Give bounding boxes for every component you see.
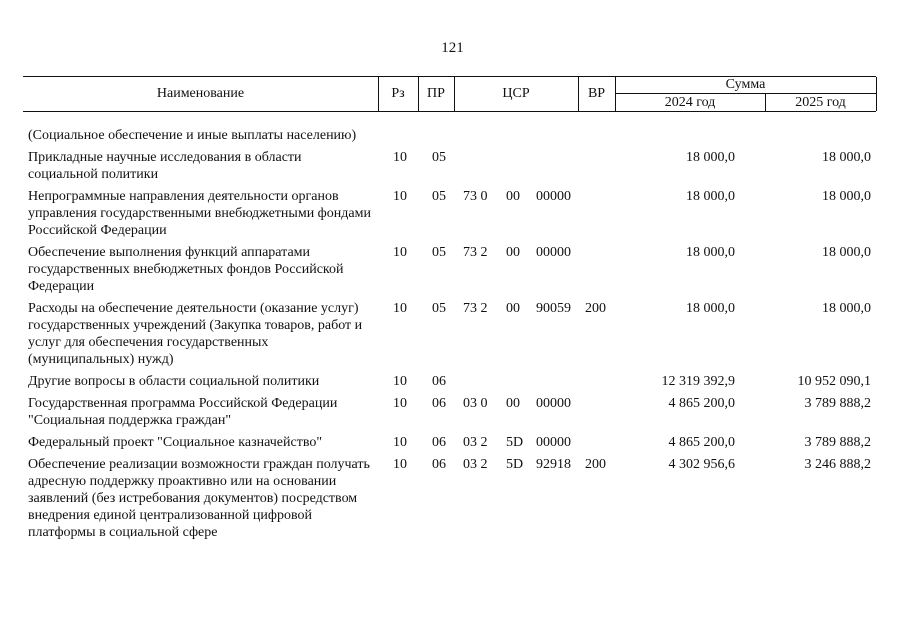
row-sum-2025: 18 000,0 xyxy=(822,245,871,260)
row-csr-subprogram: 5D xyxy=(506,435,524,450)
row-vr: 200 xyxy=(585,301,606,316)
row-pr: 06 xyxy=(432,457,446,472)
row-sum-2024: 12 319 392,9 xyxy=(661,374,735,389)
table-row xyxy=(0,244,905,295)
header-pr: ПР xyxy=(427,86,445,101)
row-sum-2025: 18 000,0 xyxy=(822,150,871,165)
row-sum-2024: 18 000,0 xyxy=(686,189,735,204)
row-rz: 10 xyxy=(393,189,407,204)
row-csr-subprogram: 00 xyxy=(506,189,520,204)
row-rz: 10 xyxy=(393,457,407,472)
row-csr-program: 03 0 xyxy=(463,396,488,411)
row-name: Прикладные научные исследования в области социальной политики xyxy=(28,150,302,182)
row-pr: 05 xyxy=(432,189,446,204)
header-name: Наименование xyxy=(156,86,245,101)
header-year-2024: 2024 год xyxy=(664,94,716,110)
row-pr: 05 xyxy=(432,150,446,165)
row-csr-subprogram: 00 xyxy=(506,301,520,316)
row-pr: 06 xyxy=(432,374,446,389)
row-csr-direction: 90059 xyxy=(536,301,571,316)
row-sum-2025: 18 000,0 xyxy=(822,189,871,204)
row-rz: 10 xyxy=(393,150,407,165)
table-row xyxy=(0,373,905,390)
row-csr-program: 73 2 xyxy=(463,245,488,260)
row-csr-direction: 00000 xyxy=(536,245,571,260)
row-sum-2025: 3 789 888,2 xyxy=(804,396,871,411)
row-csr-program: 73 0 xyxy=(463,189,488,204)
row-rz: 10 xyxy=(393,374,407,389)
row-rz: 10 xyxy=(393,245,407,260)
row-rz: 10 xyxy=(393,435,407,450)
row-csr-direction: 00000 xyxy=(536,396,571,411)
row-csr-subprogram: 00 xyxy=(506,396,520,411)
row-pr: 05 xyxy=(432,301,446,316)
header-year-2025: 2025 год xyxy=(795,94,846,110)
row-name: Непрограммные направления деятельности органов управления государственными внебюджетными фондами Российской Федерации xyxy=(28,189,371,238)
row-pr: 06 xyxy=(432,396,446,411)
row-csr-direction: 92918 xyxy=(536,457,571,472)
row-vr: 200 xyxy=(585,457,606,472)
row-name: Другие вопросы в области социальной политики xyxy=(28,374,320,389)
row-rz: 10 xyxy=(393,396,407,411)
row-name: Государственная программа Российской Федерации "Социальная поддержка граждан" xyxy=(28,396,338,428)
table-row xyxy=(0,149,905,183)
row-sum-2024: 18 000,0 xyxy=(686,245,735,260)
row-csr-direction: 00000 xyxy=(536,189,571,204)
row-name: Обеспечение выполнения функций аппаратами государственных внебюджетных фондов Российской Федерации xyxy=(28,245,344,294)
row-csr-program: 73 2 xyxy=(463,301,488,316)
header-rz: Рз xyxy=(391,86,405,101)
row-sum-2025: 3 246 888,2 xyxy=(804,457,871,472)
table-row xyxy=(0,127,905,144)
row-csr-subprogram: 00 xyxy=(506,245,520,260)
row-name: (Социальное обеспечение и иные выплаты населению) xyxy=(28,128,357,143)
page-number: 121 xyxy=(441,40,464,56)
table-row xyxy=(0,434,905,451)
row-csr-program: 03 2 xyxy=(463,457,488,472)
row-sum-2024: 4 302 956,6 xyxy=(668,457,735,472)
row-pr: 06 xyxy=(432,435,446,450)
row-rz: 10 xyxy=(393,301,407,316)
row-sum-2025: 18 000,0 xyxy=(822,301,871,316)
header-csr: ЦСР xyxy=(502,86,530,101)
row-sum-2024: 18 000,0 xyxy=(686,301,735,316)
row-csr-direction: 00000 xyxy=(536,435,571,450)
table-body xyxy=(0,127,905,546)
row-sum-2025: 10 952 090,1 xyxy=(797,374,871,389)
row-name: Обеспечение реализации возможности граждан получать адресную поддержку проактивно или на основании заявлений (без истребования документов) посредством внедрения единой централизованной цифровой платформы в социальной сфере xyxy=(28,457,370,540)
table-row xyxy=(0,456,905,541)
row-csr-program: 03 2 xyxy=(463,435,488,450)
table-row xyxy=(0,395,905,429)
row-csr-subprogram: 5D xyxy=(506,457,524,472)
row-sum-2024: 4 865 200,0 xyxy=(668,396,735,411)
header-vr: ВР xyxy=(587,86,606,101)
table-row xyxy=(0,188,905,239)
header-sum: Сумма xyxy=(725,77,766,92)
row-pr: 05 xyxy=(432,245,446,260)
row-sum-2024: 18 000,0 xyxy=(686,150,735,165)
row-sum-2024: 4 865 200,0 xyxy=(668,435,735,450)
row-sum-2025: 3 789 888,2 xyxy=(804,435,871,450)
row-name: Расходы на обеспечение деятельности (оказание услуг) государственных учреждений (Закупка товаров, работ и услуг для обеспечения государственных (муниципальных) нужд) xyxy=(28,301,363,367)
header-divider xyxy=(876,77,877,111)
table-row xyxy=(0,300,905,368)
row-name: Федеральный проект "Социальное казначейство" xyxy=(28,435,323,450)
table-header xyxy=(23,76,876,112)
